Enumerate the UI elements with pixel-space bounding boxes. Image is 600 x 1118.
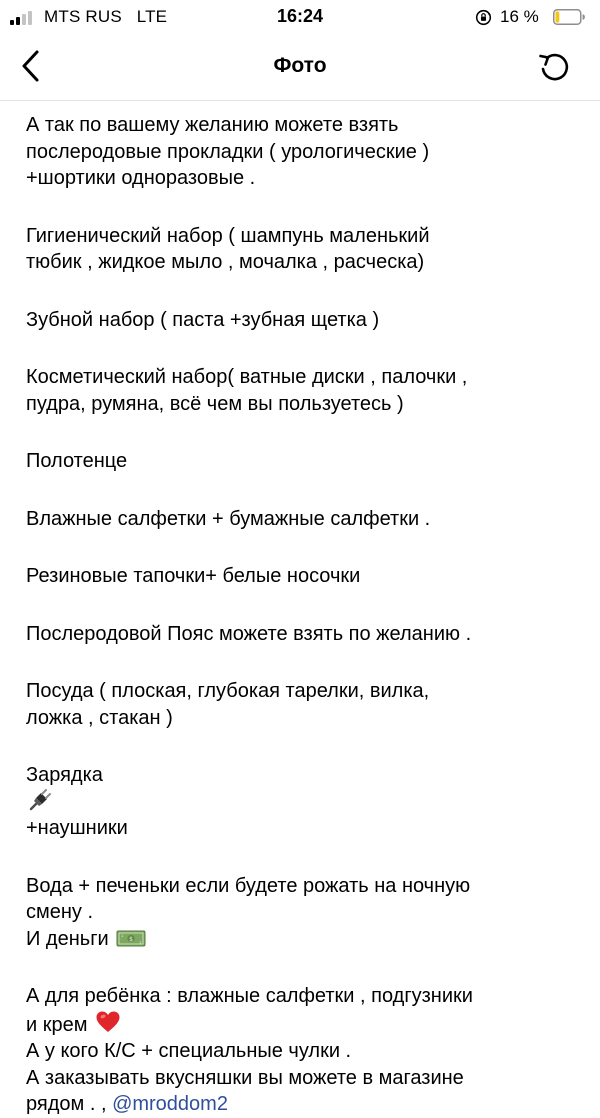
order-text: А заказывать вкусняшки вы можете в магазине рядом . , [26,1066,464,1115]
orientation-lock-icon [475,9,492,26]
money-text: И деньги [26,927,109,950]
paragraph-dental-kit: Зубной набор ( паста +зубная щетка ) [26,308,380,331]
paragraph-hygiene-kit: Гигиенический набор ( шампунь маленький тюбик , жидкое мыло , мочалка , расческа) [26,224,430,273]
paragraph-dishes: Посуда ( плоская, глубокая тарелки, вилка, ложка , стакан ) [26,680,430,729]
nav-bar [0,34,600,100]
battery-icon [553,9,585,25]
battery-percent: 16 % [500,7,539,26]
paragraph-wipes: Влажные салфетки + бумажные салфетки . [26,507,431,530]
svg-text:1: 1 [139,940,142,944]
paragraph-charger [26,762,586,842]
plug-emoji-icon [28,789,52,811]
svg-text:1: 1 [121,933,124,938]
paragraph-slippers: Резиновые тапочки+ белые носочки [26,565,361,587]
svg-text:$: $ [129,935,134,943]
page-title: Фото [273,54,327,77]
paragraph-belt: Послеродовой Пояс можете взять по желанию . [26,622,472,645]
paragraph-pads: А так по вашему желанию можете взять послеродовые прокладки ( урологические ) +шортики одноразовые . [26,114,430,189]
paragraph-baby [26,983,586,1118]
heart-emoji-icon [95,1010,121,1034]
cs-text: А у кого К/С + специальные чулки . [26,1040,352,1062]
charger-text-after: +наушники [26,817,128,839]
nav-divider [0,100,600,101]
baby-text: А для ребёнка : влажные салфетки , подгузники и крем [26,985,473,1036]
charger-text: Зарядка [26,764,103,786]
status-time: 16:24 [276,6,324,26]
water-text: Вода + печеньки если будете рожать на ночную смену . [26,874,471,923]
refresh-icon[interactable] [534,48,574,88]
carrier-name: MTS RUS [44,7,122,26]
money-emoji-icon [116,928,146,948]
post-text [26,112,586,1118]
network-type: LTE [136,7,168,26]
paragraph-cosmetic-kit: Косметический набор( ватные диски , палочки , пудра, румяна, всё чем вы пользуетесь ) [26,366,468,415]
paragraph-water-money [26,873,586,953]
status-bar [0,0,600,34]
mention-link[interactable]: @mroddom2 [112,1093,228,1115]
paragraph-towel: Полотенце [26,450,128,472]
